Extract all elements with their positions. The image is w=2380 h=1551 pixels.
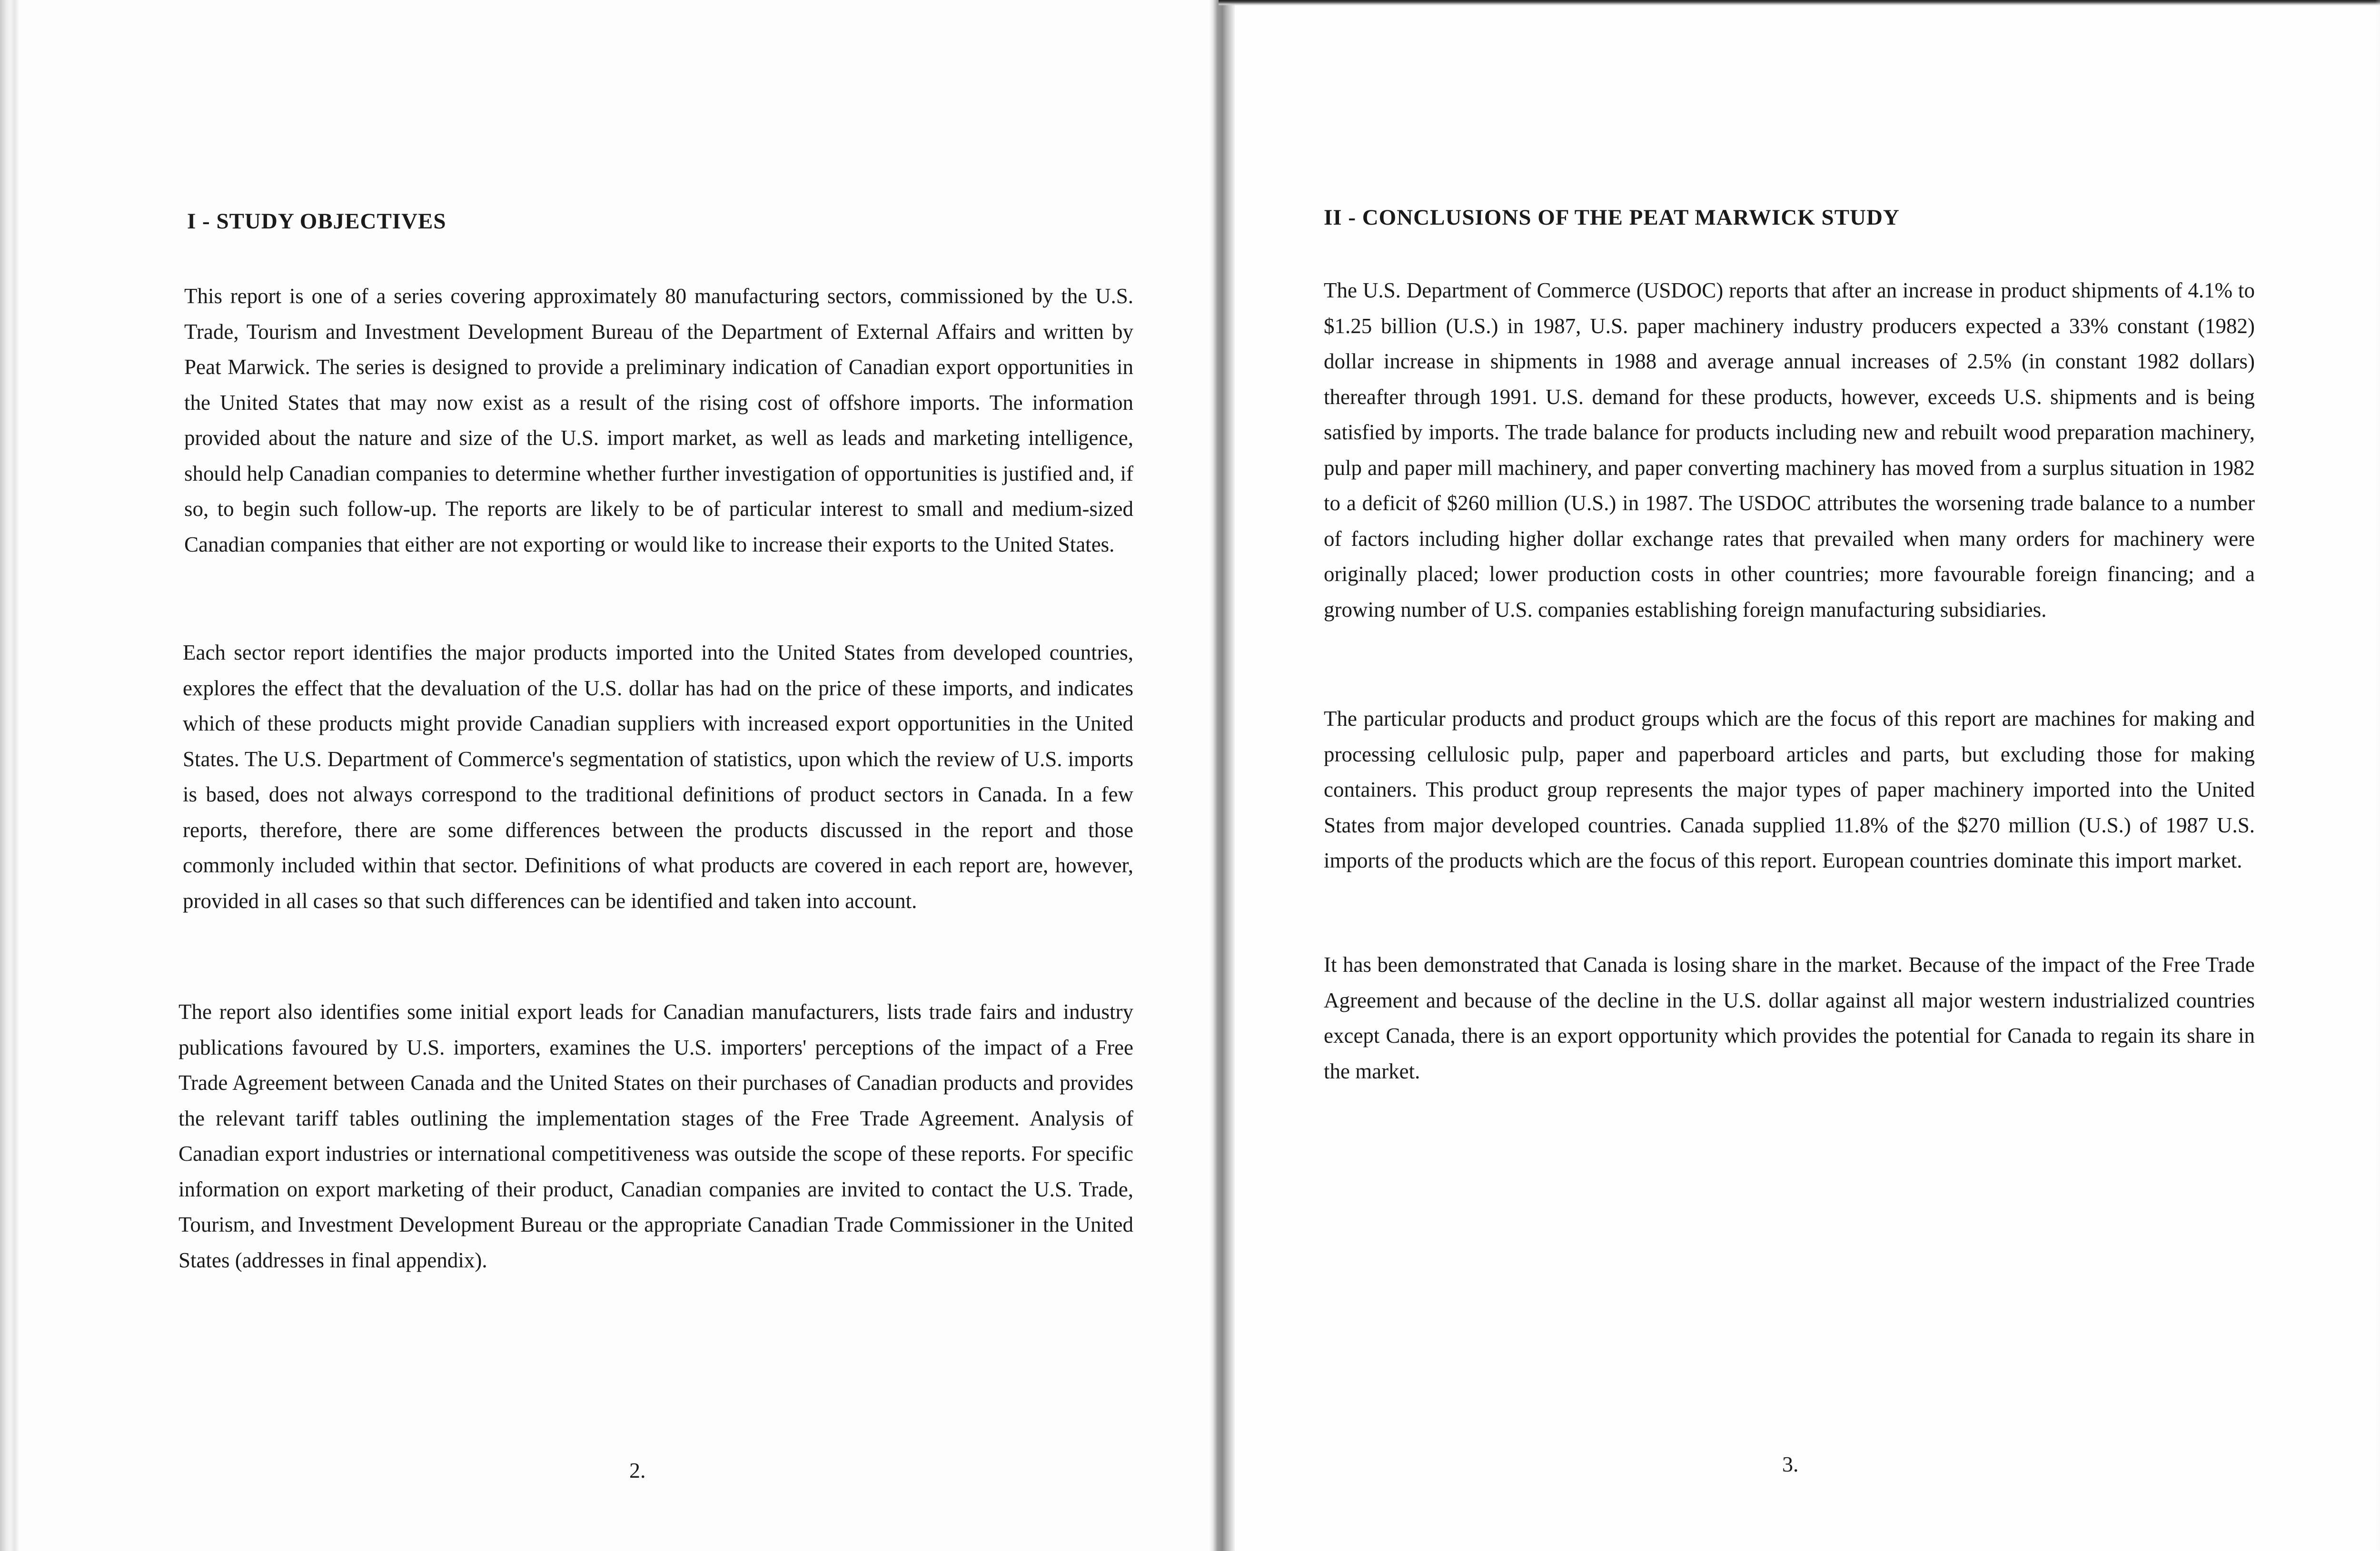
right-page	[1235, 0, 2380, 1551]
paragraph-3: The report also identifies some initial export leads for Canadian manufacturers, lists trade fairs and industry publications favoured by U.S. importers, examines the U.S. importers' perceptions of the impact of a Free Trade Agreement between Canada and the United States on their purchases of Canadian products and provides the relevant tariff tables outlining the implementation stages of the Free Trade Agreement. Analysis of Canadian export industries or international competitiveness was outside the scope of these reports. For specific information on export marketing of their product, Canadian companies are invited to contact the U.S. Trade, Tourism, and Investment Development Bureau or the appropriate Canadian Trade Commissioner in the United States (addresses in final appendix).	[178, 1000, 1133, 1272]
page-right-edge	[2375, 0, 2380, 1551]
page-number: 2.	[629, 1458, 646, 1482]
paragraph-1: The U.S. Department of Commerce (USDOC) reports that after an increase in product shipments of 4.1% to $1.25 billion (U.S.) in 1987, U.S. paper machinery industry producers expected a 33% constant (1982) dollar increase in shipments in 1988 and average annual increases of 2.5% (in constant 1982 dollars) thereafter through 1991. U.S. demand for these products, however, exceeds U.S. shipments and is being satisfied by imports. The trade balance for products including new and rebuilt wood preparation machinery, pulp and paper mill machinery, and paper converting machinery has moved from a surplus situation in 1982 to a deficit of $260 million (U.S.) in 1987. The USDOC attributes the worsening trade balance to a number of factors including higher dollar exchange rates that prevailed when many orders for machinery were originally placed; lower production costs in other countries; more favourable foreign financing; and a growing number of U.S. companies establishing foreign manufacturing subsidiaries.	[1324, 278, 2255, 622]
section-heading-study-objectives: I - STUDY OBJECTIVES	[187, 209, 446, 234]
paragraph-3: It has been demonstrated that Canada is losing share in the market. Because of the impact of the Free Trade Agreement and because of the decline in the U.S. dollar against all major western industrialized countries except Canada, there is an export opportunity which provides the potential for Canada to regain its share in the market.	[1324, 953, 2255, 1083]
page-number: 3.	[1782, 1452, 1799, 1476]
paragraph-1: This report is one of a series covering approximately 80 manufacturing sectors, commissioned by the U.S. Trade, Tourism and Investment Development Bureau of the Department of External Affairs and written by Peat Marwick. The series is designed to provide a preliminary indication of Canadian export opportunities in the United States that may now exist as a result of the rising cost of offshore imports. The information provided about the nature and size of the U.S. import market, as well as leads and marketing intelligence, should help Canadian companies to determine whether further investigation of opportunities is justified and, if so, to begin such follow-up. The reports are likely to be of particular interest to small and medium-sized Canadian companies that either are not exporting or would like to increase their exports to the United States.	[184, 284, 1133, 556]
paragraph-2: Each sector report identifies the major products imported into the United States from developed countries, explores the effect that the devaluation of the U.S. dollar has had on the price of these imports, and indicates which of these products might provide Canadian suppliers with increased export opportunities in the United States. The U.S. Department of Commerce's segmentation of statistics, upon which the review of U.S. imports is based, does not always correspond to the traditional definitions of product sectors in Canada. In a few reports, therefore, there are some differences between the products discussed in the report and those commonly included within that sector. Definitions of what products are covered in each report are, however, provided in all cases so that such differences can be identified and taken into account.	[183, 641, 1133, 913]
page-top-shadow	[1219, 0, 2380, 6]
page-stack-edge	[0, 0, 19, 1551]
paragraph-2: The particular products and product groups which are the focus of this report are machines for making and processing cellulosic pulp, paper and paperboard articles and parts, but excluding those for making containers. This product group represents the major types of paper machinery imported into the United States from major developed countries. Canada supplied 11.8% of the $270 million (U.S.) of 1987 U.S. imports of the products which are the focus of this report. European countries dominate this import market.	[1324, 707, 2255, 872]
section-heading-conclusions: II - CONCLUSIONS OF THE PEAT MARWICK STUDY	[1324, 205, 1900, 230]
left-page	[19, 0, 1218, 1551]
